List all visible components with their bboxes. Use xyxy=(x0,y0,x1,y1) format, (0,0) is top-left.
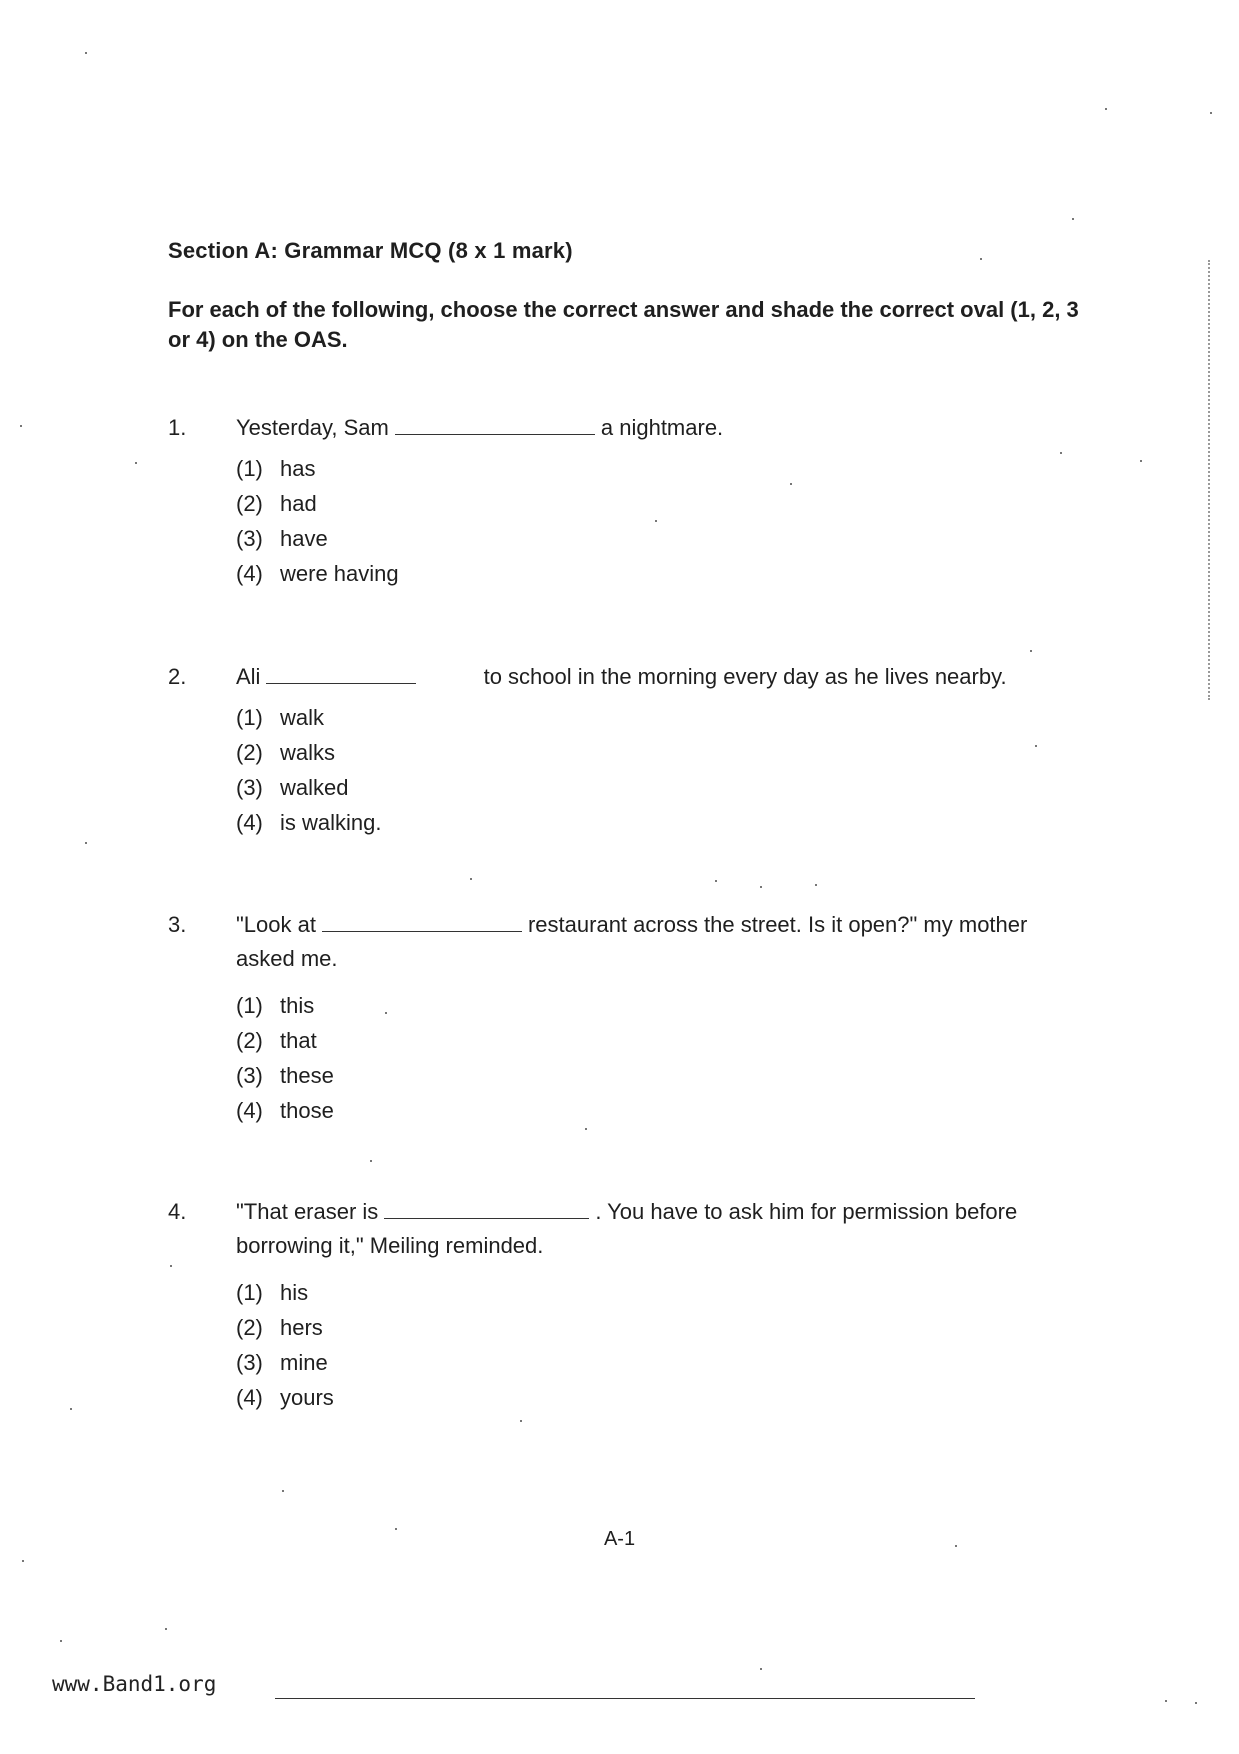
option-text: have xyxy=(280,526,328,551)
option-number: (4) xyxy=(236,810,263,835)
option-2 xyxy=(236,1310,334,1345)
scan-speck xyxy=(1165,1700,1167,1702)
page-number: A-1 xyxy=(603,1528,636,1550)
option-number: (1) xyxy=(236,1280,263,1305)
option-number: (1) xyxy=(236,456,263,481)
option-4 xyxy=(236,1380,334,1415)
option-text: had xyxy=(280,491,317,516)
question-number: 4. xyxy=(168,1199,187,1224)
option-text: those xyxy=(280,1098,334,1123)
option-text: mine xyxy=(280,1350,328,1375)
scan-speck xyxy=(370,1160,372,1162)
stem-before: Yesterday, Sam xyxy=(236,415,389,440)
scan-speck xyxy=(1195,1702,1197,1704)
option-number: (4) xyxy=(236,1385,263,1410)
option-text: his xyxy=(280,1280,309,1305)
scan-speck xyxy=(520,1420,522,1422)
option-3 xyxy=(236,521,399,556)
stem-before: "That eraser is xyxy=(236,1199,379,1224)
stem-after: . You have to ask him for permission before borrowing it," Meiling reminded. xyxy=(236,1199,1018,1258)
question-number: 2. xyxy=(168,664,187,689)
option-3 xyxy=(236,1058,334,1093)
option-2 xyxy=(236,486,399,521)
option-text: is walking. xyxy=(280,810,382,835)
scan-speck xyxy=(70,1408,72,1410)
scan-speck xyxy=(1060,452,1062,454)
scan-speck xyxy=(655,520,657,522)
option-text: walk xyxy=(280,705,325,730)
scan-speck xyxy=(1210,112,1212,114)
stem-after: a nightmare. xyxy=(600,415,724,440)
scan-edge-dots xyxy=(1208,260,1210,700)
stem-after: restaurant across the street. Is it open?" my mother asked me. xyxy=(236,912,1028,971)
scan-speck xyxy=(22,1560,24,1562)
option-number: (3) xyxy=(236,1063,263,1088)
option-3 xyxy=(236,1345,334,1380)
option-text: hers xyxy=(280,1315,323,1340)
option-2 xyxy=(236,1023,334,1058)
option-text: yours xyxy=(280,1385,334,1410)
answer-blank xyxy=(266,661,416,684)
option-text: walked xyxy=(280,775,349,800)
scan-speck xyxy=(282,1490,284,1492)
scan-speck xyxy=(790,483,792,485)
scan-speck xyxy=(585,1128,587,1130)
scan-speck xyxy=(1140,460,1142,462)
question-stem xyxy=(236,908,1086,976)
scan-speck xyxy=(760,1668,762,1670)
scan-speck xyxy=(1030,650,1032,652)
option-number: (1) xyxy=(236,705,263,730)
option-list xyxy=(236,451,399,591)
option-number: (2) xyxy=(236,1028,263,1053)
option-list xyxy=(236,700,381,840)
option-number: (3) xyxy=(236,1350,263,1375)
scan-speck xyxy=(760,886,762,888)
scan-speck xyxy=(170,1265,172,1267)
option-list xyxy=(236,988,334,1128)
scan-speck xyxy=(135,462,137,464)
scan-speck xyxy=(1105,108,1107,110)
scan-speck xyxy=(85,52,87,54)
stem-before: "Look at xyxy=(236,912,316,937)
option-4 xyxy=(236,1093,334,1128)
question-stem xyxy=(236,660,1086,694)
option-number: (3) xyxy=(236,526,263,551)
option-1 xyxy=(236,988,334,1023)
scan-speck xyxy=(980,258,982,260)
option-number: (1) xyxy=(236,993,263,1018)
scan-speck xyxy=(1072,218,1074,220)
option-2 xyxy=(236,735,381,770)
scan-speck xyxy=(385,1012,387,1014)
option-text: these xyxy=(280,1063,334,1088)
answer-blank xyxy=(322,909,522,932)
scan-speck xyxy=(395,1528,397,1530)
scan-speck xyxy=(815,884,817,886)
option-text: this xyxy=(280,993,315,1018)
option-number: (2) xyxy=(236,1315,263,1340)
option-text: were having xyxy=(280,561,399,586)
footer-url: www.Band1.org xyxy=(52,1672,217,1696)
option-4 xyxy=(236,805,381,840)
scan-speck xyxy=(1035,745,1037,747)
option-number: (2) xyxy=(236,740,263,765)
option-number: (2) xyxy=(236,491,263,516)
option-1 xyxy=(236,451,399,486)
scan-speck xyxy=(20,425,22,427)
stem-before: Ali xyxy=(236,664,261,689)
option-4 xyxy=(236,556,399,591)
footer-divider xyxy=(275,1698,975,1699)
answer-blank xyxy=(395,412,595,435)
option-list xyxy=(236,1275,334,1415)
option-number: (4) xyxy=(236,1098,263,1123)
question-stem xyxy=(236,1195,1086,1263)
scan-speck xyxy=(955,1545,957,1547)
scan-speck xyxy=(715,880,717,882)
option-number: (3) xyxy=(236,775,263,800)
option-text: has xyxy=(280,456,316,481)
section-title: Section A: Grammar MCQ (8 x 1 mark) xyxy=(168,238,573,263)
option-1 xyxy=(236,1275,334,1310)
scan-speck xyxy=(165,1628,167,1630)
option-text: that xyxy=(280,1028,317,1053)
question-number: 3. xyxy=(168,912,187,937)
option-number: (4) xyxy=(236,561,263,586)
option-text: walks xyxy=(280,740,336,765)
scan-speck xyxy=(85,842,87,844)
answer-blank xyxy=(384,1196,589,1219)
scan-speck xyxy=(470,878,472,880)
option-1 xyxy=(236,700,381,735)
stem-after: to school in the morning every day as he lives nearby. xyxy=(483,664,1007,689)
scan-speck xyxy=(60,1640,62,1642)
instructions: For each of the following, choose the correct answer and shade the correct oval (1, 2, 3 or 4) on the OAS. xyxy=(168,297,1079,352)
question-stem xyxy=(236,411,1086,445)
option-3 xyxy=(236,770,381,805)
question-number: 1. xyxy=(168,415,187,440)
